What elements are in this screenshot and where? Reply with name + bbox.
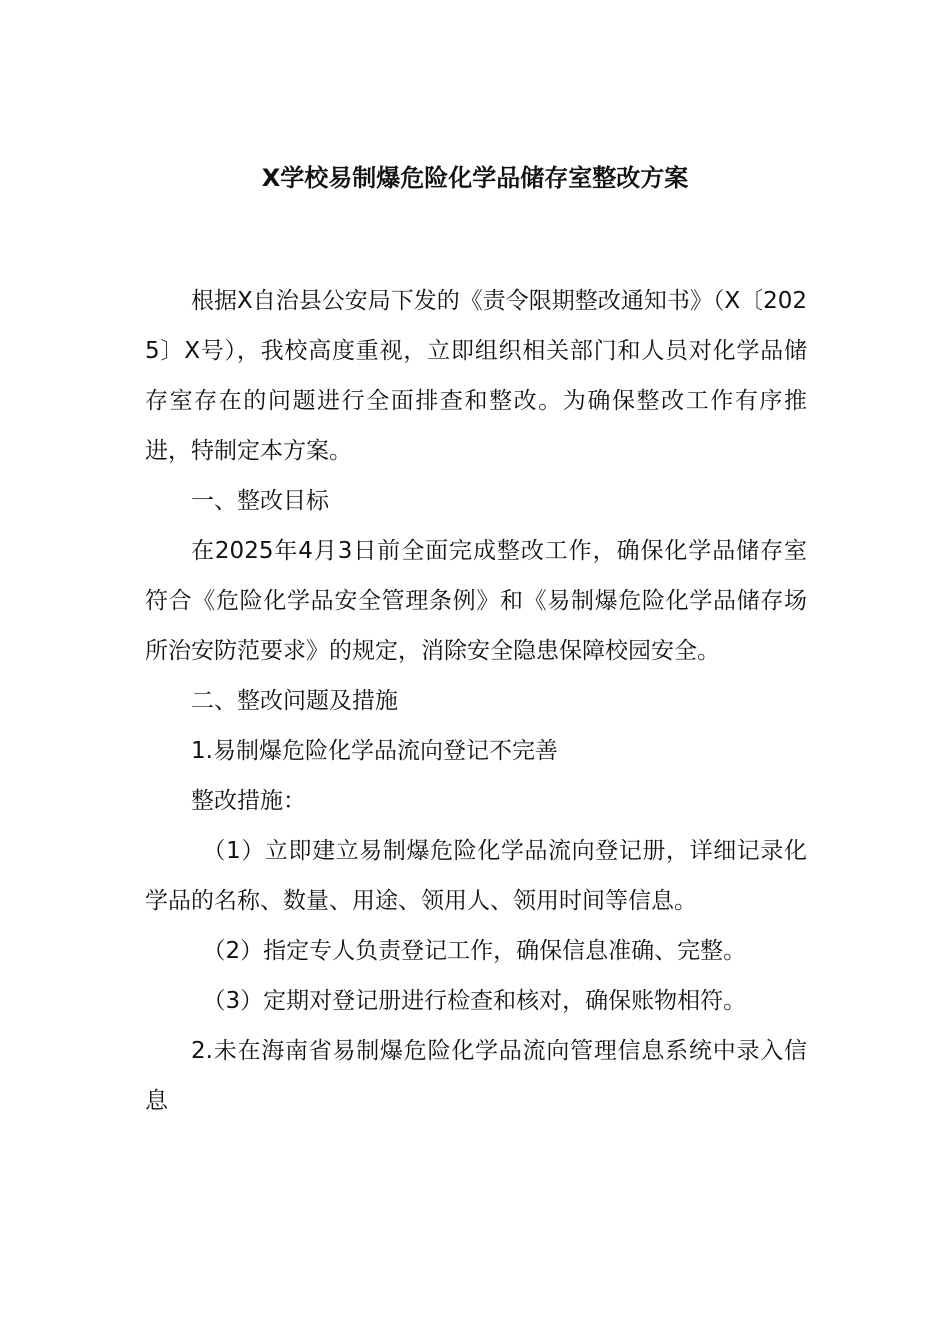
document-body (145, 276, 807, 1126)
measure-item-2: （2）指定专人负责登记工作，确保信息准确、完整。 (202, 938, 747, 964)
heading-section-1: 一、整改目标 (191, 488, 329, 514)
heading-issue-1: 1.易制爆危险化学品流向登记不完善 (191, 738, 558, 764)
document-title: X学校易制爆危险化学品储存室整改方案 (261, 164, 689, 192)
measure-item-3: （3）定期对登记册进行检查和核对，确保账物相符。 (202, 988, 747, 1014)
paragraph-intro: 根据X自治县公安局下发的《责令限期整改通知书》（X〔2025〕X号），我校高度重视，立即组织相关部门和人员对化学品储存室存在的问题进行全面排查和整改。为确保整改工作有序推进，特制定本方案。 (145, 288, 807, 464)
heading-section-2: 二、整改问题及措施 (191, 688, 398, 714)
label-measures: 整改措施： (191, 788, 306, 814)
heading-issue-2: 2.未在海南省易制爆危险化学品流向管理信息系统中录入信息 (145, 1038, 807, 1114)
measure-item-1: （1）立即建立易制爆危险化学品流向登记册，详细记录化学品的名称、数量、用途、领用人、领用时间等信息。 (145, 838, 807, 914)
paragraph-goal: 在2025年4月3日前全面完成整改工作，确保化学品储存室符合《危险化学品安全管理条例》和《易制爆危险化学品储存场所治安防范要求》的规定，消除安全隐患保障校园安全。 (145, 538, 807, 664)
